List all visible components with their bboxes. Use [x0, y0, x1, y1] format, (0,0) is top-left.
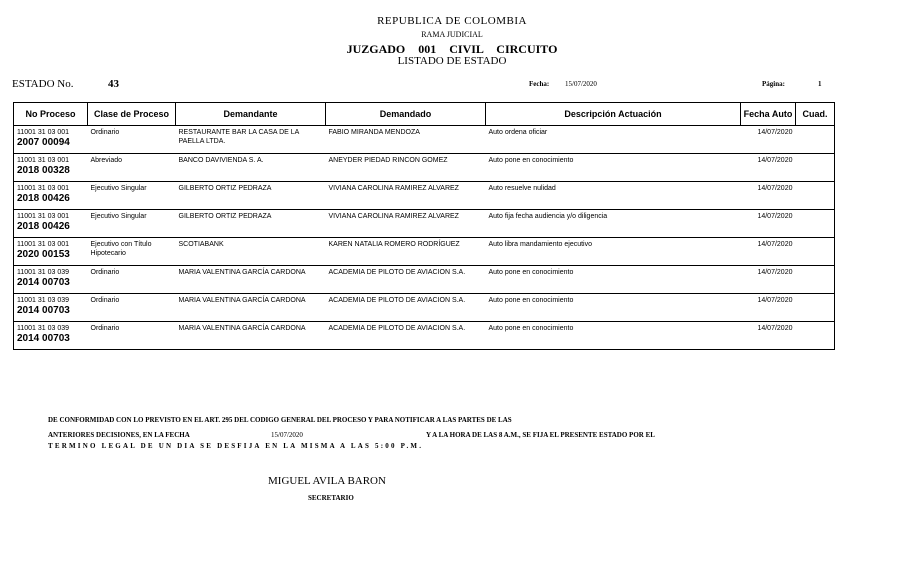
- cell-actuacion: Auto pone en conocimiento: [486, 322, 741, 350]
- proceso-numero: 2014 00703: [17, 333, 70, 344]
- proceso-numero: 2018 00328: [17, 165, 70, 176]
- cell-demandante: MARIA VALENTINA GARCÍA CARDONA: [176, 322, 326, 350]
- proceso-numero: 2007 00094: [17, 137, 70, 148]
- cell-clase: Ordinario: [88, 294, 176, 322]
- proceso-numero: 2018 00426: [17, 221, 70, 232]
- table-row: [14, 294, 835, 322]
- cell-demandante: RESTAURANTE BAR LA CASA DE LA PAELLA LTDA.: [176, 126, 326, 154]
- cell-proceso: [14, 154, 88, 182]
- proceso-radicado: 11001 31 03 001: [17, 157, 70, 164]
- cell-demandante: MARIA VALENTINA GARCÍA CARDONA: [176, 266, 326, 294]
- cell-actuacion: Auto pone en conocimiento: [486, 294, 741, 322]
- cell-actuacion: Auto pone en conocimiento: [486, 266, 741, 294]
- cell-clase: Ejecutivo Singular: [88, 210, 176, 238]
- cell-cuad: [796, 154, 835, 182]
- footer-date: 15/07/2020: [271, 431, 303, 439]
- cell-demandado: ACADEMIA DE PILOTO DE AVIACION S.A.: [326, 294, 486, 322]
- pagina-value: 1: [818, 80, 822, 88]
- cell-demandante: BANCO DAVIVIENDA S. A.: [176, 154, 326, 182]
- footer-line-2a: ANTERIORES DECISIONES, EN LA FECHA: [48, 431, 190, 439]
- cell-demandante: SCOTIABANK: [176, 238, 326, 266]
- table-row: [14, 182, 835, 210]
- header-rama-judicial: RAMA JUDICIAL: [421, 30, 483, 39]
- cell-demandado: VIVIANA CAROLINA RAMIREZ ALVAREZ: [326, 182, 486, 210]
- signature-name: MIGUEL AVILA BARON: [268, 475, 386, 487]
- col-header-demandante: Demandante: [176, 103, 326, 126]
- cell-proceso: [14, 322, 88, 350]
- cell-actuacion: Auto fija fecha audiencia y/o diligencia: [486, 210, 741, 238]
- estado-table: [13, 102, 835, 350]
- footer-line-1: DE CONFORMIDAD CON LO PREVISTO EN EL ART. 295 DEL CODIGO GENERAL DEL PROCESO Y PARA NOTIFICAR A LAS PARTES DE LAS: [48, 416, 512, 424]
- cell-proceso: [14, 294, 88, 322]
- cell-cuad: [796, 210, 835, 238]
- cell-clase: Ordinario: [88, 266, 176, 294]
- estado-label: ESTADO No.: [12, 78, 74, 90]
- cell-proceso: [14, 126, 88, 154]
- cell-cuad: [796, 182, 835, 210]
- footer-line-3: TERMINO LEGAL DE UN DIA SE DESFIJA EN LA MISMA A LAS 5:00 P.M.: [48, 442, 424, 450]
- cell-fecha-auto: 14/07/2020: [741, 322, 796, 350]
- cell-clase: Ejecutivo con Título Hipotecario: [88, 238, 176, 266]
- cell-actuacion: Auto libra mandamiento ejecutivo: [486, 238, 741, 266]
- cell-cuad: [796, 266, 835, 294]
- cell-fecha-auto: 14/07/2020: [741, 182, 796, 210]
- cell-cuad: [796, 126, 835, 154]
- table-row: [14, 266, 835, 294]
- table-row: [14, 126, 835, 154]
- cell-proceso: [14, 182, 88, 210]
- proceso-radicado: 11001 31 03 039: [17, 325, 70, 332]
- col-header-cuad: Cuad.: [796, 103, 835, 126]
- cell-cuad: [796, 294, 835, 322]
- col-header-proceso: No Proceso: [14, 103, 88, 126]
- col-header-demandado: Demandado: [326, 103, 486, 126]
- table-header-row: [14, 103, 835, 126]
- proceso-numero: 2020 00153: [17, 249, 70, 260]
- cell-actuacion: Auto pone en conocimiento: [486, 154, 741, 182]
- cell-fecha-auto: 14/07/2020: [741, 266, 796, 294]
- proceso-radicado: 11001 31 03 001: [17, 129, 70, 136]
- cell-demandado: VIVIANA CAROLINA RAMIREZ ALVAREZ: [326, 210, 486, 238]
- col-header-clase: Clase de Proceso: [88, 103, 176, 126]
- table-row: [14, 238, 835, 266]
- fecha-value: 15/07/2020: [565, 80, 597, 88]
- proceso-radicado: 11001 31 03 039: [17, 297, 70, 304]
- cell-clase: Ordinario: [88, 322, 176, 350]
- cell-proceso: [14, 238, 88, 266]
- estado-number: 43: [108, 78, 119, 90]
- cell-clase: Abreviado: [88, 154, 176, 182]
- signature-title: SECRETARIO: [308, 494, 354, 502]
- cell-clase: Ejecutivo Singular: [88, 182, 176, 210]
- page-title: LISTADO DE ESTADO: [397, 55, 507, 67]
- cell-fecha-auto: 14/07/2020: [741, 126, 796, 154]
- proceso-radicado: 11001 31 03 001: [17, 185, 70, 192]
- cell-cuad: [796, 322, 835, 350]
- cell-demandado: ACADEMIA DE PILOTO DE AVIACION S.A.: [326, 266, 486, 294]
- cell-actuacion: Auto ordena oficiar: [486, 126, 741, 154]
- proceso-radicado: 11001 31 03 001: [17, 241, 70, 248]
- cell-fecha-auto: 14/07/2020: [741, 294, 796, 322]
- fecha-label: Fecha:: [529, 80, 550, 88]
- cell-proceso: [14, 210, 88, 238]
- table-row: [14, 154, 835, 182]
- cell-demandante: GILBERTO ORTIZ PEDRAZA: [176, 182, 326, 210]
- cell-demandante: GILBERTO ORTIZ PEDRAZA: [176, 210, 326, 238]
- header-juzgado: JUZGADO 001 CIVIL CIRCUITO: [346, 42, 558, 56]
- pagina-label: Página:: [762, 80, 785, 88]
- table-row: [14, 210, 835, 238]
- cell-demandante: MARIA VALENTINA GARCÍA CARDONA: [176, 294, 326, 322]
- header-republica: REPUBLICA DE COLOMBIA: [377, 15, 527, 27]
- cell-fecha-auto: 14/07/2020: [741, 238, 796, 266]
- cell-actuacion: Auto resuelve nulidad: [486, 182, 741, 210]
- cell-demandado: ANEYDER PIEDAD RINCON GOMEZ: [326, 154, 486, 182]
- cell-demandado: KAREN NATALIA ROMERO RODRÍGUEZ: [326, 238, 486, 266]
- cell-cuad: [796, 238, 835, 266]
- proceso-radicado: 11001 31 03 001: [17, 213, 70, 220]
- cell-clase: Ordinario: [88, 126, 176, 154]
- cell-demandado: ACADEMIA DE PILOTO DE AVIACION S.A.: [326, 322, 486, 350]
- proceso-radicado: 11001 31 03 039: [17, 269, 70, 276]
- cell-fecha-auto: 14/07/2020: [741, 154, 796, 182]
- cell-demandado: FABIO MIRANDA MENDOZA: [326, 126, 486, 154]
- proceso-numero: 2018 00426: [17, 193, 70, 204]
- proceso-numero: 2014 00703: [17, 305, 70, 316]
- cell-fecha-auto: 14/07/2020: [741, 210, 796, 238]
- footer-line-2c: Y A LA HORA DE LAS 8 A.M., SE FIJA EL PRESENTE ESTADO POR EL: [426, 431, 655, 439]
- col-header-actuacion: Descripción Actuación: [486, 103, 741, 126]
- proceso-numero: 2014 00703: [17, 277, 70, 288]
- table-row: [14, 322, 835, 350]
- col-header-fecha-auto: Fecha Auto: [741, 103, 796, 126]
- cell-proceso: [14, 266, 88, 294]
